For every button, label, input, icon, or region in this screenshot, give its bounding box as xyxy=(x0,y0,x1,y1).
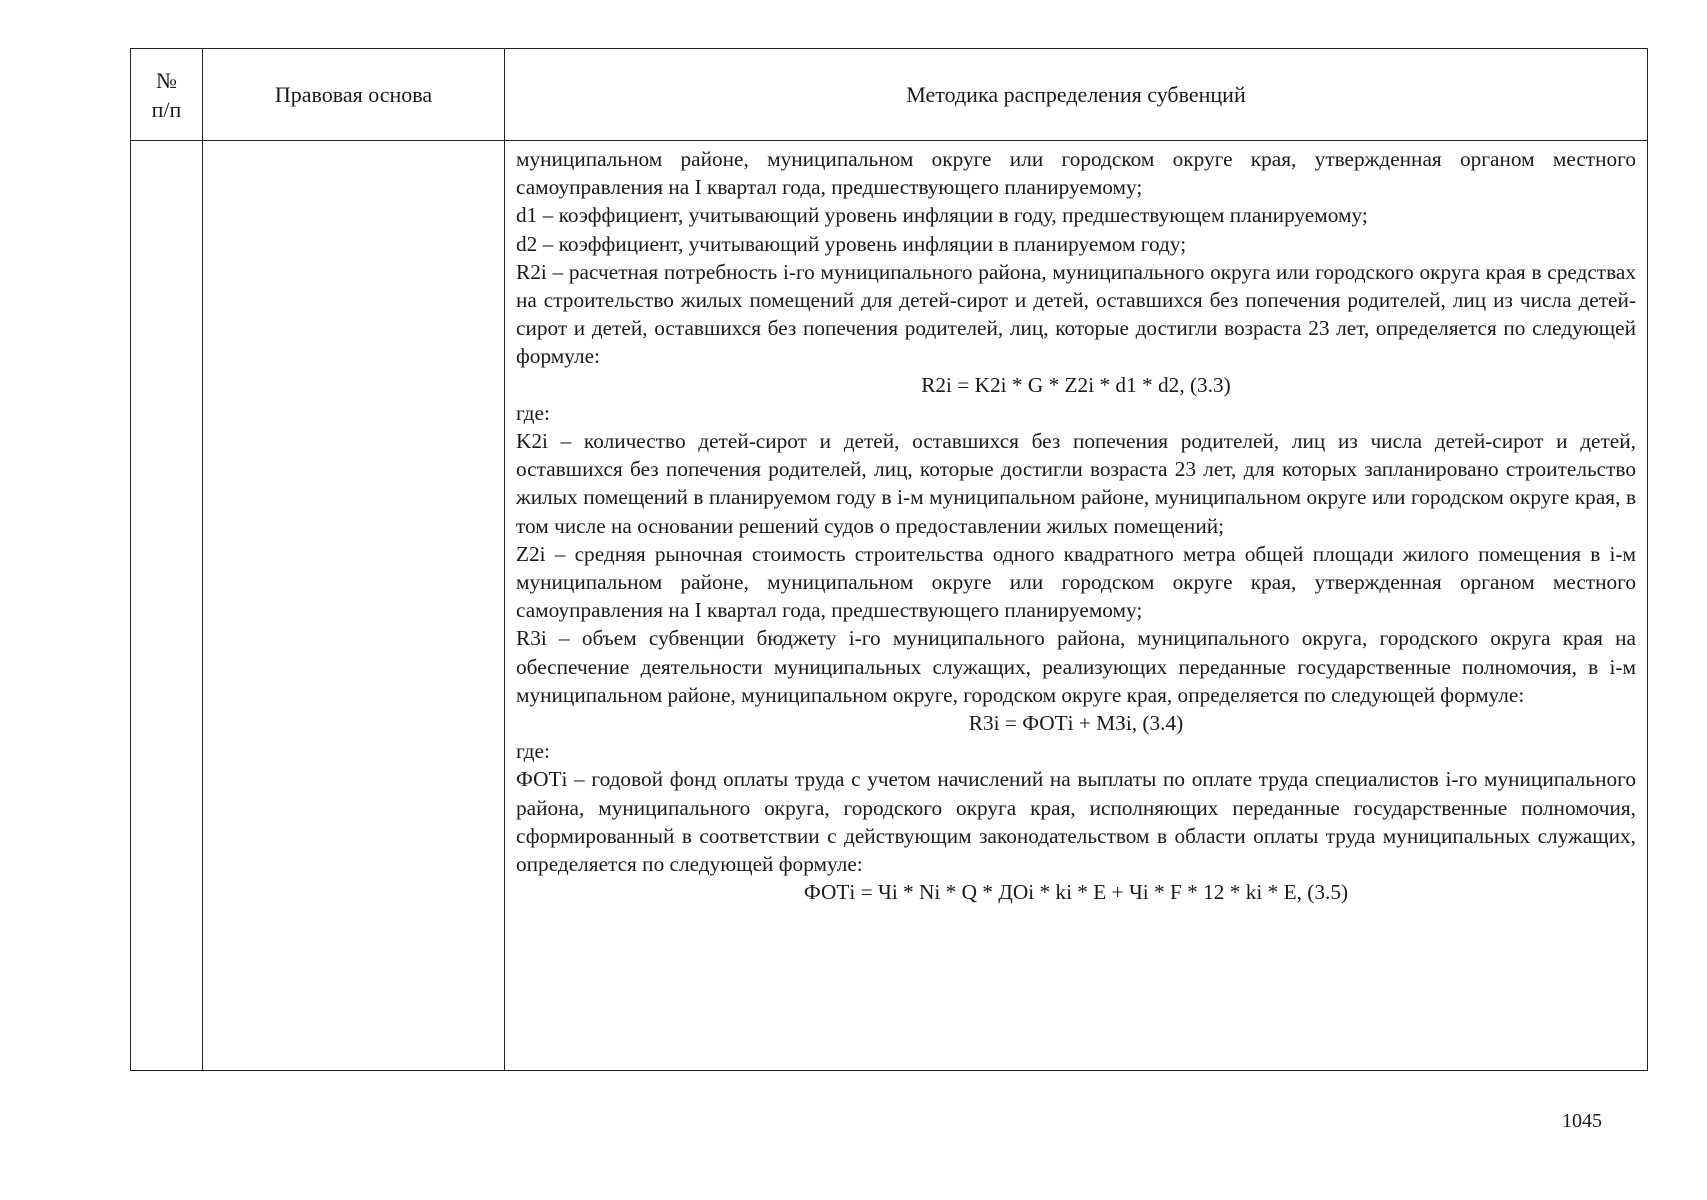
cell-legal-basis xyxy=(203,141,505,1071)
header-number: № п/п xyxy=(131,49,203,141)
table-header-row xyxy=(131,49,1648,141)
header-methodology: Методика распределения субвенций xyxy=(505,49,1648,141)
where-label: где: xyxy=(516,400,550,425)
table-row xyxy=(131,141,1648,1071)
formula-3-3: R2i = K2i * G * Z2i * d1 * d2, (3.3) xyxy=(921,372,1231,397)
cell-methodology xyxy=(505,141,1648,1071)
formula-3-5: ФОТi = Чi * Ni * Q * ДОi * ki * E + Чi * F * 12 * ki * E, (3.5) xyxy=(803,880,1349,905)
paragraph: муниципальном районе, муниципальном округе или городском округе края, утвержденная органом местного самоуправления на I квартал года, предшествующего планируемому; xyxy=(516,147,1636,200)
document-table xyxy=(130,48,1648,1071)
cell-number xyxy=(131,141,203,1071)
header-legal-basis: Правовая основа xyxy=(203,49,505,141)
paragraph: ФОТi – годовой фонд оплаты труда с учетом начислений на выплаты по оплате труда специалистов i-го муниципального района, муниципального округа, городского округа края, исполняющих переданные государственные полномочия, сформированный в соответствии с действующим законодательством в области оплаты труда муниципальных служащих, определяется по следующей формуле: xyxy=(516,767,1636,877)
formula-3-4: R3i = ФОТi + МЗi, (3.4) xyxy=(968,711,1184,736)
paragraph: d1 – коэффициент, учитывающий уровень инфляции в году, предшествующем планируемому; xyxy=(516,203,1368,228)
paragraph: R2i – расчетная потребность i-го муниципального района, муниципального округа или городского округа края в средствах на строительство жилых помещений для детей-сирот и детей, оставшихся без попечения родителей, лиц из числа детей-сирот и детей, оставшихся без попечения родителей, лиц, которые достигли возраста 23 лет, определяется по следующей формуле: xyxy=(516,259,1636,369)
paragraph: R3i – объем субвенции бюджету i-го муниципального района, муниципального округа, городского округа края на обеспечение деятельности муниципальных служащих, реализующих переданные государственные полномочия, в i-м муниципальном районе, муниципальном округе, городском округе края, определяется по следующей формуле: xyxy=(516,626,1636,707)
page-number: 1045 xyxy=(1562,1110,1602,1132)
paragraph: d2 – коэффициент, учитывающий уровень инфляции в планируемом году; xyxy=(516,231,1187,256)
paragraph: Z2i – средняя рыночная стоимость строительства одного квадратного метра общей площади жилого помещения в i-м муниципальном районе, муниципальном округе или городском округе края, утвержденная органом местного самоуправления на I квартал года, предшествующего планируемому; xyxy=(516,541,1636,623)
where-label: где: xyxy=(516,739,550,764)
paragraph: K2i – количество детей-сирот и детей, оставшихся без попечения родителей, лиц из числа детей-сирот и детей, оставшихся без попечения родителей, лиц, которые достигли возраста 23 лет, для которых запланировано строительство жилых помещений в планируемом году в i-м муниципальном районе, муниципальном округе или городском округе края, в том числе на основании решений судов о предоставлении жилых помещений; xyxy=(516,429,1636,538)
